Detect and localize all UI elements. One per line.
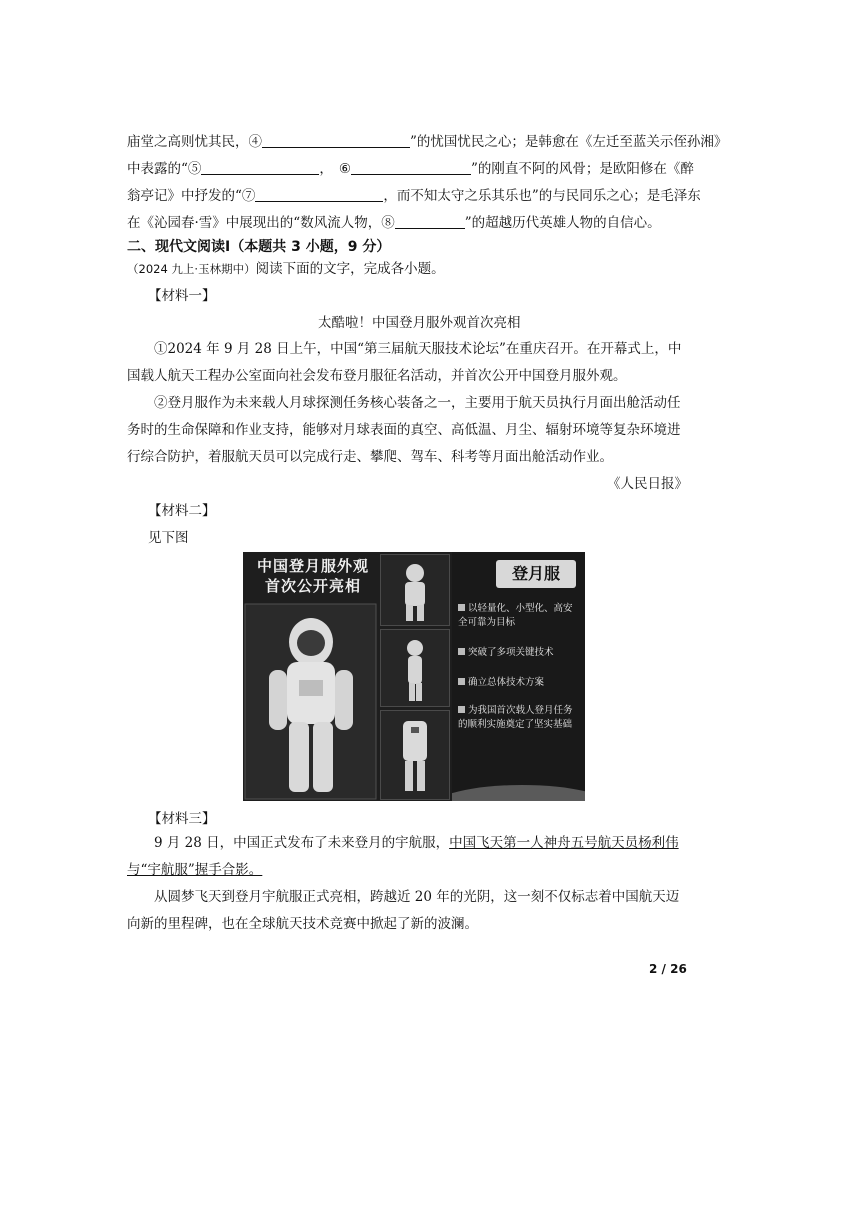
poetry-text: 中表露的“ bbox=[127, 161, 188, 177]
poetry-line-2 bbox=[127, 160, 694, 178]
section-heading: 二、现代文阅读Ⅰ（本题共 3 小题，9 分） bbox=[127, 239, 391, 255]
poetry-text: ”的超越历代英雄人物的自信心。 bbox=[464, 215, 661, 231]
page-number: 2 / 26 bbox=[649, 962, 687, 976]
material2-label: 【材料二】 bbox=[148, 503, 216, 519]
bullet-square-icon bbox=[458, 706, 465, 713]
figure-bullet: 突破了多项关键技术 bbox=[458, 646, 576, 660]
poetry-text: 庙堂之高则忧其民， bbox=[127, 134, 249, 150]
suit-back-view bbox=[380, 710, 450, 800]
material3-label: 【材料三】 bbox=[148, 811, 216, 827]
blank-marker: ⑦ bbox=[241, 188, 256, 204]
blank-marker: ④ bbox=[248, 134, 262, 150]
poetry-text: ”的忧国忧民之心；是韩愈在《左迁至蓝关示侄孙湘》 bbox=[410, 134, 728, 150]
spacesuit-illustration bbox=[243, 600, 378, 801]
question-source: （2024 九上·玉林期中） bbox=[127, 262, 256, 276]
lunar-suit-figure bbox=[243, 552, 585, 801]
poetry-line-1 bbox=[127, 133, 727, 151]
poetry-text: 在《沁园春·雪》中展现出的“数风流人物， bbox=[127, 215, 382, 231]
poetry-text: ，而不知太守之乐其乐也”的与民同乐之心；是毛泽东 bbox=[383, 188, 701, 204]
answer-blank-7[interactable] bbox=[255, 187, 383, 202]
figure-title-line-1: 中国登月服外观 bbox=[256, 557, 369, 575]
material3-paragraph-1 bbox=[127, 830, 687, 884]
figure-bullet: 以轻量化、小型化、高安全可靠为目标 bbox=[458, 603, 573, 628]
suit-front-view bbox=[380, 554, 450, 626]
figure-bullet: 为我国首次载人登月任务的顺利实施奠定了坚实基础 bbox=[458, 705, 573, 730]
poetry-text: 翁亭记》中抒发的“ bbox=[127, 188, 242, 204]
material1-label: 【材料一】 bbox=[148, 288, 216, 304]
figure-title-line-2: 首次公开亮相 bbox=[264, 577, 361, 595]
material2-note: 见下图 bbox=[148, 530, 189, 546]
answer-blank-4[interactable] bbox=[262, 133, 410, 148]
material1-title: 太酷啦！中国登月服外观首次亮相 bbox=[318, 315, 521, 331]
poetry-text: ， bbox=[319, 161, 333, 177]
material1-source: 《人民日报》 bbox=[607, 476, 688, 492]
answer-blank-5[interactable] bbox=[201, 160, 319, 175]
material3-paragraph-2: 从圆梦飞天到登月宇航服正式亮相，跨越近 20 年的光阴，这一刻不仅标志着中国航天迈向新的里程碑，也在全球航天技术竞赛中掀起了新的波澜。 bbox=[127, 889, 680, 932]
poetry-text: ”的刚直不阿的风骨；是欧阳修在《醉 bbox=[471, 161, 694, 177]
material3-text: 9 月 28 日，中国正式发布了未来登月的宇航服， bbox=[154, 835, 450, 851]
instruction: 阅读下面的文字，完成各小题。 bbox=[255, 261, 445, 277]
moon-horizon-graphic bbox=[452, 777, 585, 801]
bullet-square-icon bbox=[458, 678, 465, 685]
figure-info-panel bbox=[452, 552, 585, 801]
answer-blank-6[interactable] bbox=[351, 160, 471, 175]
blank-marker: ⑥ bbox=[338, 161, 352, 177]
poetry-line-3 bbox=[127, 187, 701, 205]
bullet-square-icon bbox=[458, 648, 465, 655]
blank-marker: ⑤ bbox=[187, 161, 202, 177]
poetry-line-4 bbox=[127, 214, 661, 232]
answer-blank-8[interactable] bbox=[395, 214, 465, 229]
figure-title bbox=[249, 556, 377, 596]
suit-side-view bbox=[380, 629, 450, 707]
figure-bullet: 确立总体技术方案 bbox=[458, 676, 576, 690]
lunar-suit-badge: 登月服 bbox=[496, 560, 576, 588]
blank-marker: ⑧ bbox=[381, 215, 395, 231]
bullet-square-icon bbox=[458, 604, 465, 611]
section-source-line bbox=[127, 260, 445, 278]
underlined-sentence: 中国飞天第一人神舟五号航天员杨利伟与“宇航服”握手合影。 bbox=[127, 835, 679, 878]
material1-paragraph-1: ①2024 年 9 月 28 日上午，中国“第三届航天服技术论坛”在重庆召开。在开幕式上，中国载人航天工程办公室面向社会发布登月服征名活动，并首次公开中国登月服外观。 bbox=[127, 341, 682, 384]
material1-paragraph-2: ②登月服作为未来载人月球探测任务核心装备之一，主要用于航天员执行月面出舱活动任务时的生命保障和作业支持，能够对月球表面的真空、高低温、月尘、辐射环境等复杂环境进行综合防护，着服航天员可以完成行走、攀爬、驾车、科考等月面出舱活动作业。 bbox=[127, 395, 681, 465]
